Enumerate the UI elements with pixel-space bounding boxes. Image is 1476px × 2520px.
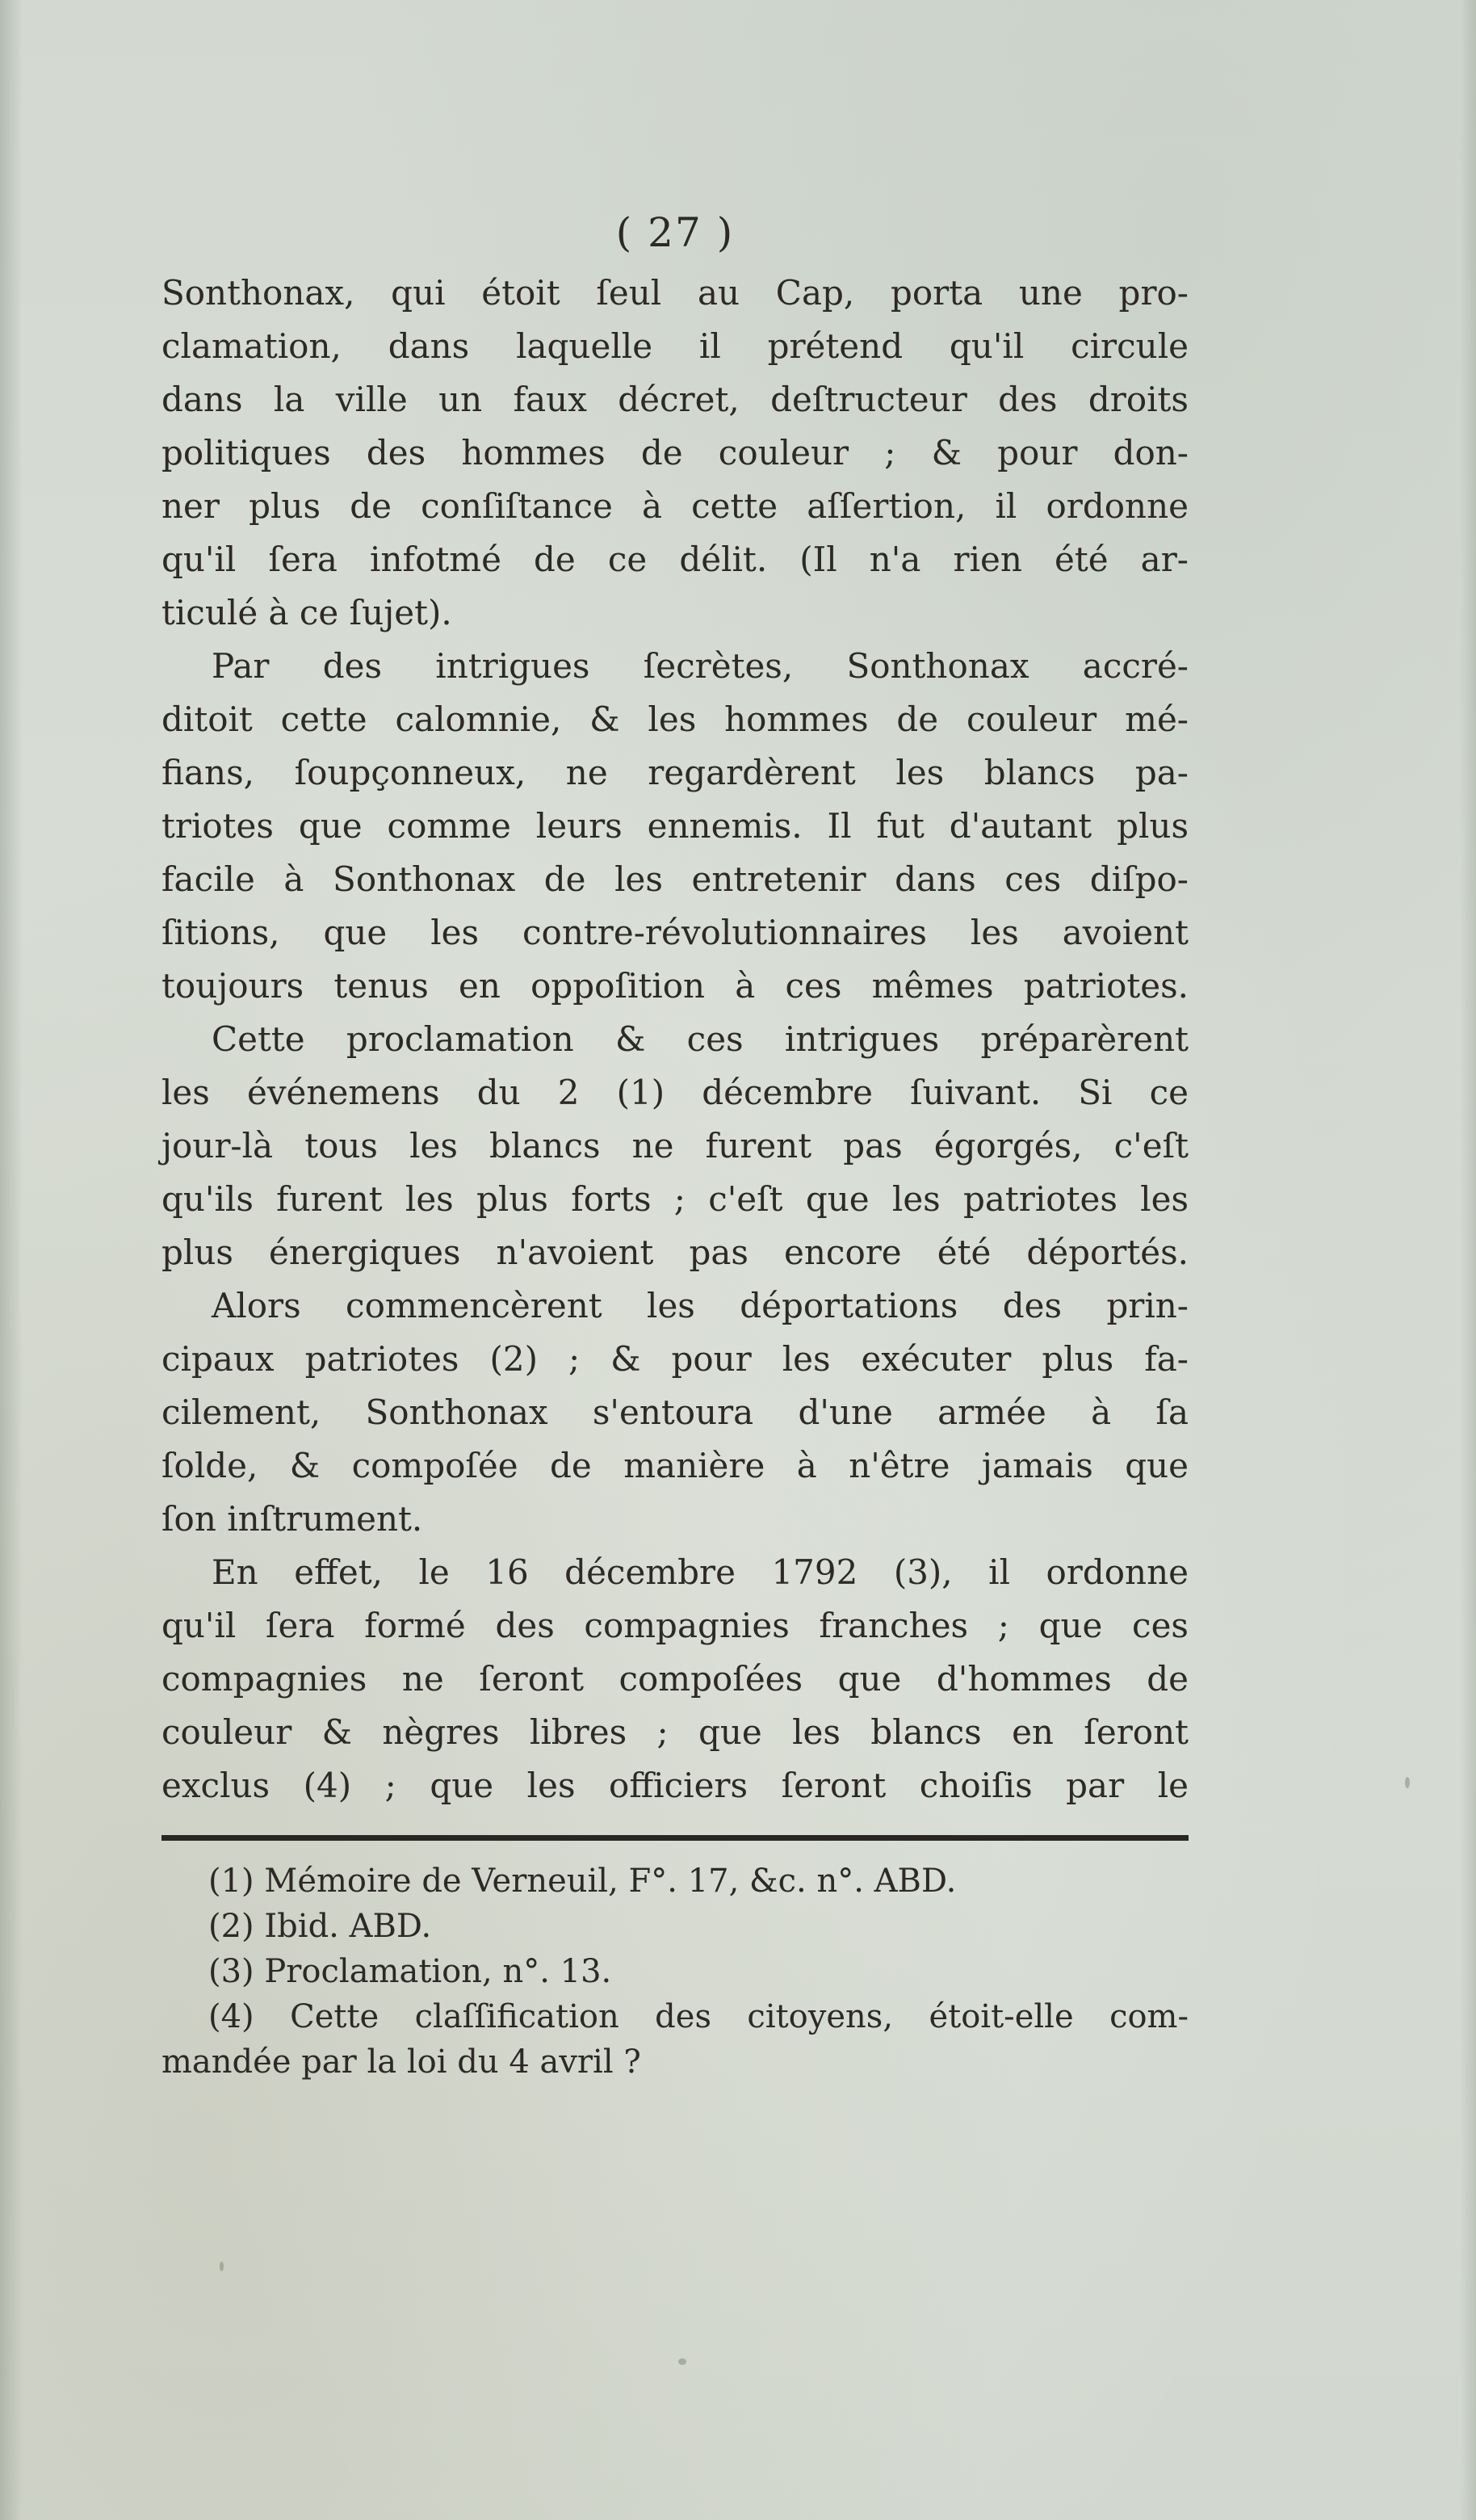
body-line: qu'il ſera formé des compagnies franches ; que ces bbox=[161, 1606, 1189, 1645]
body-line: compagnies ne ſeront compoſées que d'hommes de bbox=[161, 1659, 1189, 1699]
body-line: exclus (4) ; que les officiers ſeront choiſis par le bbox=[161, 1766, 1189, 1805]
body-line: Alors commencèrent les déportations des prin- bbox=[212, 1286, 1189, 1325]
footnote: (4) Cette claſſification des citoyens, étoit-elle com- bbox=[208, 1998, 1189, 2035]
footnote: (3) Proclamation, n°. 13. bbox=[208, 1953, 612, 1990]
body-line: fians, ſoupçonneux, ne regardèrent les blancs pa- bbox=[161, 753, 1189, 792]
body-line: dans la ville un faux décret, deſtructeur des droits bbox=[161, 380, 1189, 419]
body-line: ner plus de conſiſtance à cette aſſertion, il ordonne bbox=[161, 486, 1189, 526]
body-line: En effet, le 16 décembre 1792 (3), il ordonne bbox=[212, 1552, 1189, 1592]
body-line: ſitions, que les contre-révolutionnaires les avoient bbox=[161, 913, 1189, 952]
page-edge-shadow-right bbox=[1460, 0, 1476, 2520]
body-line: Cette proclamation & ces intrigues préparèrent bbox=[212, 1019, 1189, 1059]
footnote: (2) Ibid. ABD. bbox=[208, 1908, 432, 1945]
body-line: plus énergiques n'avoient pas encore été déportés. bbox=[161, 1233, 1189, 1272]
body-line: ſon inſtrument. bbox=[161, 1499, 423, 1539]
paper-speck bbox=[678, 2358, 686, 2365]
body-line: facile à Sonthonax de les entretenir dans ces diſpo- bbox=[161, 859, 1189, 899]
body-line: clamation, dans laquelle il prétend qu'il circule bbox=[161, 326, 1189, 366]
body-line: toujours tenus en oppoſition à ces mêmes patriotes. bbox=[161, 966, 1189, 1006]
footnote-rule bbox=[161, 1835, 1189, 1841]
page-number: ( 27 ) bbox=[615, 209, 735, 256]
body-line: jour-là tous les blancs ne furent pas égorgés, c'eſt bbox=[161, 1126, 1189, 1166]
footnote: (1) Mémoire de Verneuil, F°. 17, &c. n°. ABD. bbox=[208, 1863, 957, 1900]
body-line: qu'il ſera infotmé de ce délit. (Il n'a rien été ar- bbox=[161, 540, 1189, 579]
body-line: ſolde, & compoſée de manière à n'être jamais que bbox=[161, 1446, 1189, 1485]
body-line: ditoit cette calomnie, & les hommes de couleur mé- bbox=[161, 699, 1189, 739]
paper-speck bbox=[220, 2262, 224, 2271]
body-line: politiques des hommes de couleur ; & pour don- bbox=[161, 433, 1189, 472]
page-text bbox=[161, 208, 1189, 2085]
body-line: cipaux patriotes (2) ; & pour les exécuter plus fa- bbox=[161, 1339, 1189, 1379]
body-line: qu'ils furent les plus forts ; c'eſt que les patriotes les bbox=[161, 1179, 1189, 1219]
page-edge-shadow-left bbox=[0, 0, 23, 2520]
body-line: triotes que comme leurs ennemis. Il fut d'autant plus bbox=[161, 806, 1189, 846]
body-text bbox=[161, 267, 1189, 1812]
body-line: Sonthonax, qui étoit ſeul au Cap, porta une pro- bbox=[161, 273, 1189, 313]
body-line: cilement, Sonthonax s'entoura d'une armée à ſa bbox=[161, 1392, 1189, 1432]
body-line: Par des intrigues ſecrètes, Sonthonax accré- bbox=[212, 646, 1189, 686]
body-line: ticulé à ce ſujet). bbox=[161, 593, 452, 632]
body-line: couleur & nègres libres ; que les blancs en ſeront bbox=[161, 1712, 1189, 1752]
footnote-continuation: mandée par la loi du 4 avril ? bbox=[161, 2043, 641, 2081]
paper-speck bbox=[1405, 1777, 1410, 1788]
footnotes bbox=[161, 1858, 1189, 2085]
body-line: les événemens du 2 (1) décembre ſuivant. Si ce bbox=[161, 1073, 1189, 1112]
